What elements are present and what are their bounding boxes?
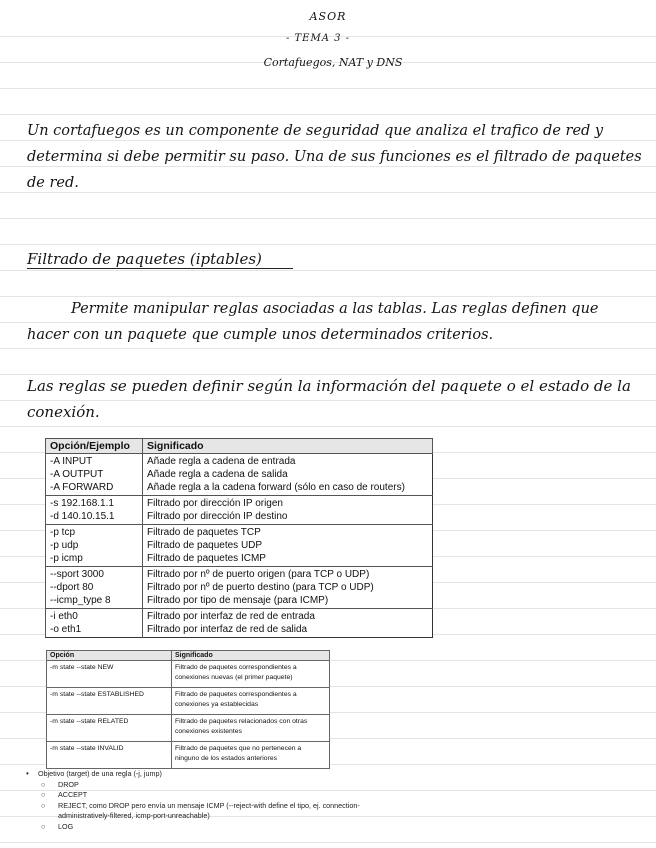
table-row — [47, 661, 330, 688]
list-item: ○ REJECT, como DROP pero envía un mensaje ICMP (--reject-with define el tipo, ej. connection-administratively-filtered, icmp-port-unreachable) — [38, 801, 378, 822]
table-header-option: Opción/Ejemplo — [46, 439, 143, 454]
table-row — [46, 609, 433, 638]
list-item: ○ DROP — [38, 780, 378, 791]
targets-list — [26, 769, 378, 832]
option-cell: -A INPUT -A OUTPUT -A FORWARD — [46, 454, 143, 496]
bullet-icon: • — [26, 769, 29, 778]
table-header-meaning: Significado — [172, 651, 330, 661]
section-paragraph-1: Permite manipular reglas asociadas a las tablas. Las reglas definen que hacer con un paquete que cumple unos determinados criterios. — [27, 301, 599, 343]
table-row — [46, 525, 433, 567]
option-cell: -m state --state INVALID — [47, 742, 172, 769]
meaning-cell: Filtrado por interfaz de red de entrada Filtrado por interfaz de red de salida — [143, 609, 433, 638]
option-cell: -m state --state NEW — [47, 661, 172, 688]
table-header-option: Opción — [47, 651, 172, 661]
heading-underline — [27, 268, 293, 269]
meaning-cell: Filtrado de paquetes correspondientes a conexiones nuevas (el primer paquete) — [172, 661, 330, 688]
meaning-cell: Filtrado por dirección IP origen Filtrado por dirección IP destino — [143, 496, 433, 525]
topic-title: - TEMA 3 - — [285, 33, 351, 44]
option-cell: -m state --state RELATED — [47, 715, 172, 742]
meaning-cell: Añade regla a cadena de entrada Añade regla a cadena de salida Añade regla a la cadena forward (sólo en caso de routers) — [143, 454, 433, 496]
circle-bullet-icon: ○ — [41, 821, 46, 831]
table-row — [47, 715, 330, 742]
table-header-meaning: Significado — [143, 439, 433, 454]
meaning-cell: Filtrado de paquetes TCP Filtrado de paquetes UDP Filtrado de paquetes ICMP — [143, 525, 433, 567]
meaning-cell: Filtrado por nº de puerto origen (para TCP o UDP) Filtrado por nº de puerto destino (para TCP o UDP) Filtrado por tipo de mensaje (para ICMP) — [143, 567, 433, 609]
list-item — [26, 769, 378, 780]
connection-state-table — [46, 650, 330, 769]
section-paragraph-2: Las reglas se pueden definir según la información del paquete o el estado de la conexión. — [27, 377, 631, 421]
intro-paragraph: Un cortafuegos es un componente de seguridad que analiza el trafico de red y determina si debe permitir su paso. Una de sus funciones es el filtrado de paquetes de red. — [27, 123, 642, 191]
table-row — [46, 496, 433, 525]
iptables-options-table — [45, 438, 433, 638]
list-item: ○ LOG — [38, 822, 378, 833]
table-row — [47, 688, 330, 715]
meaning-cell: Filtrado de paquetes que no pertenecen a ninguno de los estados anteriores — [172, 742, 330, 769]
targets-sublist — [38, 780, 378, 833]
meaning-cell: Filtrado de paquetes relacionados con otras conexiones existentes — [172, 715, 330, 742]
option-cell: -m state --state ESTABLISHED — [47, 688, 172, 715]
meaning-cell: Filtrado de paquetes correspondientes a conexiones ya establecidas — [172, 688, 330, 715]
table-row — [46, 454, 433, 496]
list-item: ○ ACCEPT — [38, 790, 378, 801]
circle-bullet-icon: ○ — [41, 790, 46, 799]
option-cell: -p tcp -p udp -p icmp — [46, 525, 143, 567]
subject-title: ASOR — [309, 10, 347, 23]
option-cell: -s 192.168.1.1 -d 140.10.15.1 — [46, 496, 143, 525]
targets-label: Objetivo (target) de una regla (-j, jump) — [38, 769, 162, 778]
circle-bullet-icon: ○ — [41, 800, 46, 810]
page-title: Cortafuegos, NAT y DNS — [263, 56, 403, 69]
table-row — [47, 742, 330, 769]
table-row — [46, 567, 433, 609]
option-cell: --sport 3000 --dport 80 --icmp_type 8 — [46, 567, 143, 609]
circle-bullet-icon: ○ — [41, 779, 46, 789]
option-cell: -i eth0 -o eth1 — [46, 609, 143, 638]
section-heading: Filtrado de paquetes (iptables) — [27, 250, 262, 268]
